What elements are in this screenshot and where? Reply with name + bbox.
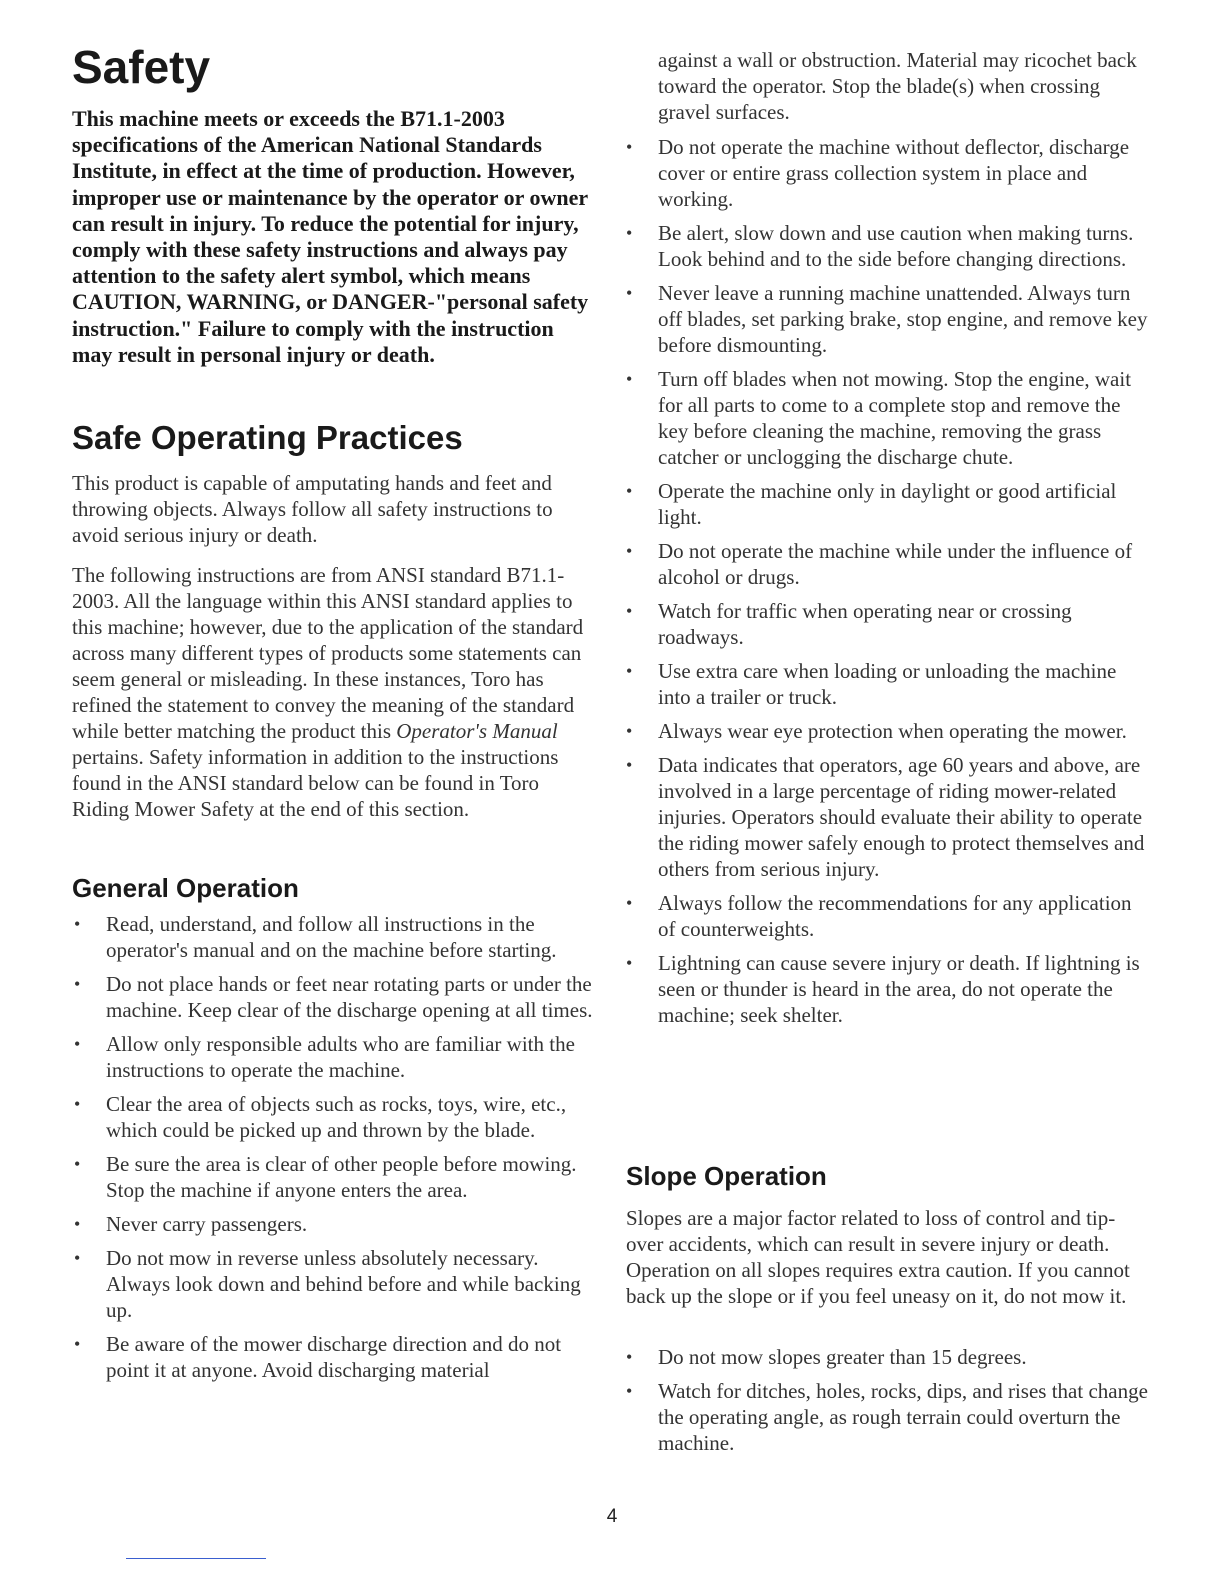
list-item-text: Be aware of the mower discharge direction and do not point it at anyone. Avoid discharging material bbox=[106, 1332, 562, 1382]
list-item-text: Do not mow in reverse unless absolutely necessary. Always look down and behind before and while backing up. bbox=[106, 1246, 581, 1322]
bullet-icon: • bbox=[626, 283, 633, 303]
list-item bbox=[624, 1378, 1152, 1456]
general-operation-list-right bbox=[624, 134, 1152, 1036]
footer-rule bbox=[126, 1558, 266, 1559]
list-item bbox=[72, 1245, 594, 1323]
list-item-text: Clear the area of objects such as rocks, toys, wire, etc., which could be picked up and thrown by the blade. bbox=[106, 1092, 567, 1142]
bullet-icon: • bbox=[626, 369, 633, 389]
list-item-text: Always wear eye protection when operating the mower. bbox=[658, 719, 1127, 743]
general-operation-heading: General Operation bbox=[72, 873, 299, 903]
bullet-icon: • bbox=[626, 481, 633, 501]
list-item bbox=[624, 1344, 1152, 1370]
bullet-icon: • bbox=[626, 755, 633, 775]
bullet-icon: • bbox=[74, 1094, 81, 1114]
bullet-icon: • bbox=[626, 541, 633, 561]
list-item bbox=[624, 280, 1152, 358]
list-item bbox=[624, 478, 1152, 530]
list-item-text: Never leave a running machine unattended. Always turn off blades, set parking brake, stop engine, and remove key before dismounting. bbox=[658, 281, 1148, 357]
bullet-icon: • bbox=[74, 1034, 81, 1054]
list-item bbox=[72, 971, 594, 1023]
operators-manual-italic: Operator's Manual bbox=[396, 719, 558, 743]
slope-operation-list bbox=[624, 1344, 1152, 1464]
general-operation-list-left bbox=[72, 911, 594, 1391]
list-item-text: Do not mow slopes greater than 15 degrees. bbox=[658, 1345, 1027, 1369]
list-item bbox=[624, 718, 1152, 744]
bullet-icon: • bbox=[626, 1381, 633, 1401]
list-item bbox=[624, 950, 1152, 1028]
list-item-text: Be alert, slow down and use caution when making turns. Look behind and to the side before changing directions. bbox=[658, 221, 1134, 271]
list-item-text: Do not operate the machine without deflector, discharge cover or entire grass collection system in place and working. bbox=[658, 135, 1130, 211]
list-item-text: Do not place hands or feet near rotating parts or under the machine. Keep clear of the discharge opening at all times. bbox=[106, 972, 593, 1022]
list-item bbox=[624, 134, 1152, 212]
list-item-text: Lightning can cause severe injury or death. If lightning is seen or thunder is heard in the area, do not operate the machine; seek shelter. bbox=[658, 951, 1140, 1027]
list-item bbox=[624, 658, 1152, 710]
list-item bbox=[624, 598, 1152, 650]
bullet-icon: • bbox=[626, 953, 633, 973]
list-item bbox=[624, 538, 1152, 590]
bullet-icon: • bbox=[626, 893, 633, 913]
bullet-icon: • bbox=[626, 1347, 633, 1367]
list-item-text: Watch for traffic when operating near or crossing roadways. bbox=[658, 599, 1072, 649]
list-item-text: Do not operate the machine while under the influence of alcohol or drugs. bbox=[658, 539, 1133, 589]
safe-practices-paragraph-2: The following instructions are from ANSI standard B71.1-2003. All the language within this ANSI standard applies to this machine; however, due to the application of the standard across many different types of products some statements can seem general or misleading. In these instances, Toro has refined the statement to convey the meaning of the standard while better matching the product this Operator's Manual pertains. Safety information in addition to the instructions found in the ANSI standard below can be found in Toro Riding Mower Safety at the end of this section. bbox=[72, 563, 584, 821]
safety-intro: This machine meets or exceeds the B71.1-2003 specifications of the American National Standards Institute, in effect at the time of production. However, improper use or maintenance by the operator or owner can result in injury. To reduce the potential for injury, comply with these safety instructions and always pay attention to the safety alert symbol, which means CAUTION, WARNING, or DANGER-"personal safety instruction." Failure to comply with the instruction may result in personal injury or death. bbox=[72, 106, 589, 367]
bullet-icon: • bbox=[626, 601, 633, 621]
bullet-icon: • bbox=[626, 223, 633, 243]
list-item bbox=[72, 1331, 594, 1383]
list-item bbox=[624, 220, 1152, 272]
list-item bbox=[624, 752, 1152, 882]
list-item-text: Be sure the area is clear of other people before mowing. Stop the machine if anyone enters the area. bbox=[106, 1152, 577, 1202]
list-item-text: Operate the machine only in daylight or good artificial light. bbox=[658, 479, 1117, 529]
list-item-text: Read, understand, and follow all instructions in the operator's manual and on the machine before starting. bbox=[106, 912, 557, 962]
list-item-text: Turn off blades when not mowing. Stop the engine, wait for all parts to come to a complete stop and remove the key before cleaning the machine, removing the grass catcher or unclogging the discharge chute. bbox=[658, 367, 1132, 469]
list-item bbox=[72, 1151, 594, 1203]
bullet-icon: • bbox=[74, 1154, 81, 1174]
list-item bbox=[624, 890, 1152, 942]
page-title: Safety bbox=[72, 41, 211, 93]
bullet-icon: • bbox=[626, 721, 633, 741]
bullet-icon: • bbox=[74, 1334, 81, 1354]
bullet-icon: • bbox=[626, 137, 633, 157]
bullet-icon: • bbox=[74, 914, 81, 934]
safe-operating-practices-heading: Safe Operating Practices bbox=[72, 419, 463, 456]
bullet-icon: • bbox=[74, 1214, 81, 1234]
page-number: 4 bbox=[606, 1506, 618, 1527]
list-item-text: Use extra care when loading or unloading the machine into a trailer or truck. bbox=[658, 659, 1117, 709]
list-item-text: Allow only responsible adults who are familiar with the instructions to operate the machine. bbox=[106, 1032, 575, 1082]
bullet-icon: • bbox=[626, 661, 633, 681]
slope-operation-paragraph: Slopes are a major factor related to loss of control and tip-over accidents, which can result in severe injury or death. Operation on all slopes requires extra caution. If you cannot back up the slope or if you feel uneasy on it, do not mow it. bbox=[626, 1206, 1130, 1308]
bullet-icon: • bbox=[74, 974, 81, 994]
slope-operation-heading: Slope Operation bbox=[626, 1161, 827, 1191]
list-item bbox=[72, 1031, 594, 1083]
safe-practices-paragraph-1: This product is capable of amputating hands and feet and throwing objects. Always follow all safety instructions to avoid serious injury or death. bbox=[72, 471, 553, 547]
list-item bbox=[72, 911, 594, 963]
list-item-text: Always follow the recommendations for any application of counterweights. bbox=[658, 891, 1132, 941]
list-item-text: Watch for ditches, holes, rocks, dips, and rises that change the operating angle, as rough terrain could overturn the machine. bbox=[658, 1379, 1148, 1455]
list-item bbox=[72, 1091, 594, 1143]
bullet-icon: • bbox=[74, 1248, 81, 1268]
continued-bullet-text: against a wall or obstruction. Material may ricochet back toward the operator. Stop the blade(s) when crossing gravel surfaces. bbox=[658, 48, 1137, 124]
list-item bbox=[72, 1211, 594, 1237]
list-item bbox=[624, 366, 1152, 470]
list-item-text: Never carry passengers. bbox=[106, 1212, 308, 1236]
list-item-text: Data indicates that operators, age 60 years and above, are involved in a large percentage of riding mower-related injuries. Operators should evaluate their ability to operate the riding mower safely enough to protect themselves and others from serious injury. bbox=[658, 753, 1145, 881]
